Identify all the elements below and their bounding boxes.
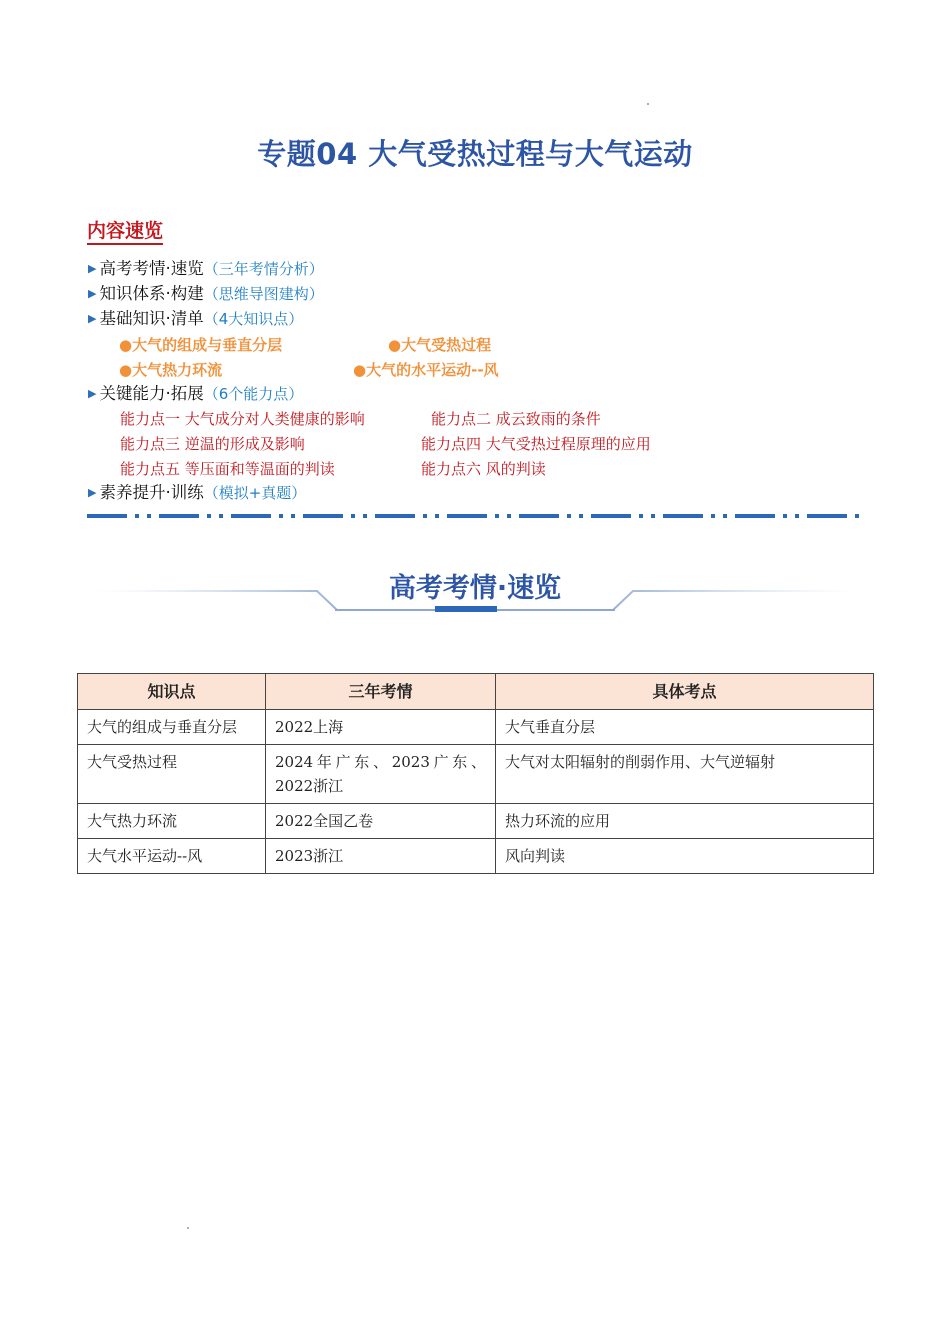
column-header: 具体考点 xyxy=(496,674,874,710)
table-cell: 2022全国乙卷 xyxy=(266,804,496,839)
triangle-bullet-icon: ▶ xyxy=(88,312,97,325)
speck-bottom xyxy=(187,1227,189,1229)
column-header: 知识点 xyxy=(78,674,266,710)
table-row xyxy=(78,839,874,874)
toc-item-label: 关键能力·拓展 xyxy=(99,384,204,403)
toc-item-5[interactable] xyxy=(88,482,306,506)
toc-item-label: 知识体系·构建 xyxy=(99,284,204,303)
toc-item-label: 高考考情·速览 xyxy=(99,259,204,278)
triangle-bullet-icon: ▶ xyxy=(88,387,97,400)
table-header-row xyxy=(78,674,874,710)
toc-item-1[interactable] xyxy=(88,258,324,282)
dashed-divider xyxy=(87,513,865,519)
exam-summary-table xyxy=(77,673,874,874)
table-cell: 大气垂直分层 xyxy=(496,710,874,745)
toc-heading: 内容速览 xyxy=(87,219,163,245)
table-cell: 大气对太阳辐射的削弱作用、大气逆辐射 xyxy=(496,745,874,804)
triangle-bullet-icon: ▶ xyxy=(88,287,97,300)
knowledge-point-4[interactable]: ●大气的水平运动--风 xyxy=(353,361,499,379)
section-banner-title: 高考考情·速览 xyxy=(388,573,562,604)
ability-point-4[interactable]: 能力点四 大气受热过程原理的应用 xyxy=(421,435,651,453)
toc-item-label: 基础知识·清单 xyxy=(99,309,204,328)
table-cell: 热力环流的应用 xyxy=(496,804,874,839)
toc-item-4[interactable] xyxy=(88,383,303,407)
toc-item-3[interactable] xyxy=(88,308,303,332)
table-row xyxy=(78,804,874,839)
knowledge-point-1[interactable]: ●大气的组成与垂直分层 xyxy=(119,336,283,354)
knowledge-point-2[interactable]: ●大气受热过程 xyxy=(388,336,492,354)
toc-item-label: 素养提升·训练 xyxy=(99,483,204,502)
ability-point-6[interactable]: 能力点六 风的判读 xyxy=(421,460,546,478)
knowledge-point-3[interactable]: ●大气热力环流 xyxy=(119,361,223,379)
ability-point-3[interactable]: 能力点三 逆温的形成及影响 xyxy=(120,435,305,453)
toc-item-2[interactable] xyxy=(88,283,324,307)
toc-item-note: （6个能力点） xyxy=(203,385,304,403)
toc-item-note: （三年考情分析） xyxy=(203,260,324,278)
ability-point-5[interactable]: 能力点五 等压面和等温面的判读 xyxy=(120,460,335,478)
table-cell: 大气热力环流 xyxy=(78,804,266,839)
toc-item-note: （思维导图建构） xyxy=(203,285,324,303)
ability-point-2[interactable]: 能力点二 成云致雨的条件 xyxy=(431,410,601,428)
triangle-bullet-icon: ▶ xyxy=(88,486,97,499)
table-row xyxy=(78,745,874,804)
column-header: 三年考情 xyxy=(266,674,496,710)
speck-top xyxy=(647,103,649,105)
table-cell: 大气水平运动--风 xyxy=(78,839,266,874)
table-cell: 风向判读 xyxy=(496,839,874,874)
triangle-bullet-icon: ▶ xyxy=(88,262,97,275)
page-title: 专题04 大气受热过程与大气运动 xyxy=(257,137,693,171)
table-cell: 大气受热过程 xyxy=(78,745,266,804)
table-cell: 2024年广东、2023广东、2022浙江 xyxy=(266,745,496,804)
toc-item-note: （4大知识点） xyxy=(203,310,304,328)
ability-point-1[interactable]: 能力点一 大气成分对人类健康的影响 xyxy=(120,410,365,428)
table-cell: 2022上海 xyxy=(266,710,496,745)
table-row xyxy=(78,710,874,745)
table-cell: 大气的组成与垂直分层 xyxy=(78,710,266,745)
toc-item-note: （模拟+真题） xyxy=(203,484,307,502)
table-cell: 2023浙江 xyxy=(266,839,496,874)
